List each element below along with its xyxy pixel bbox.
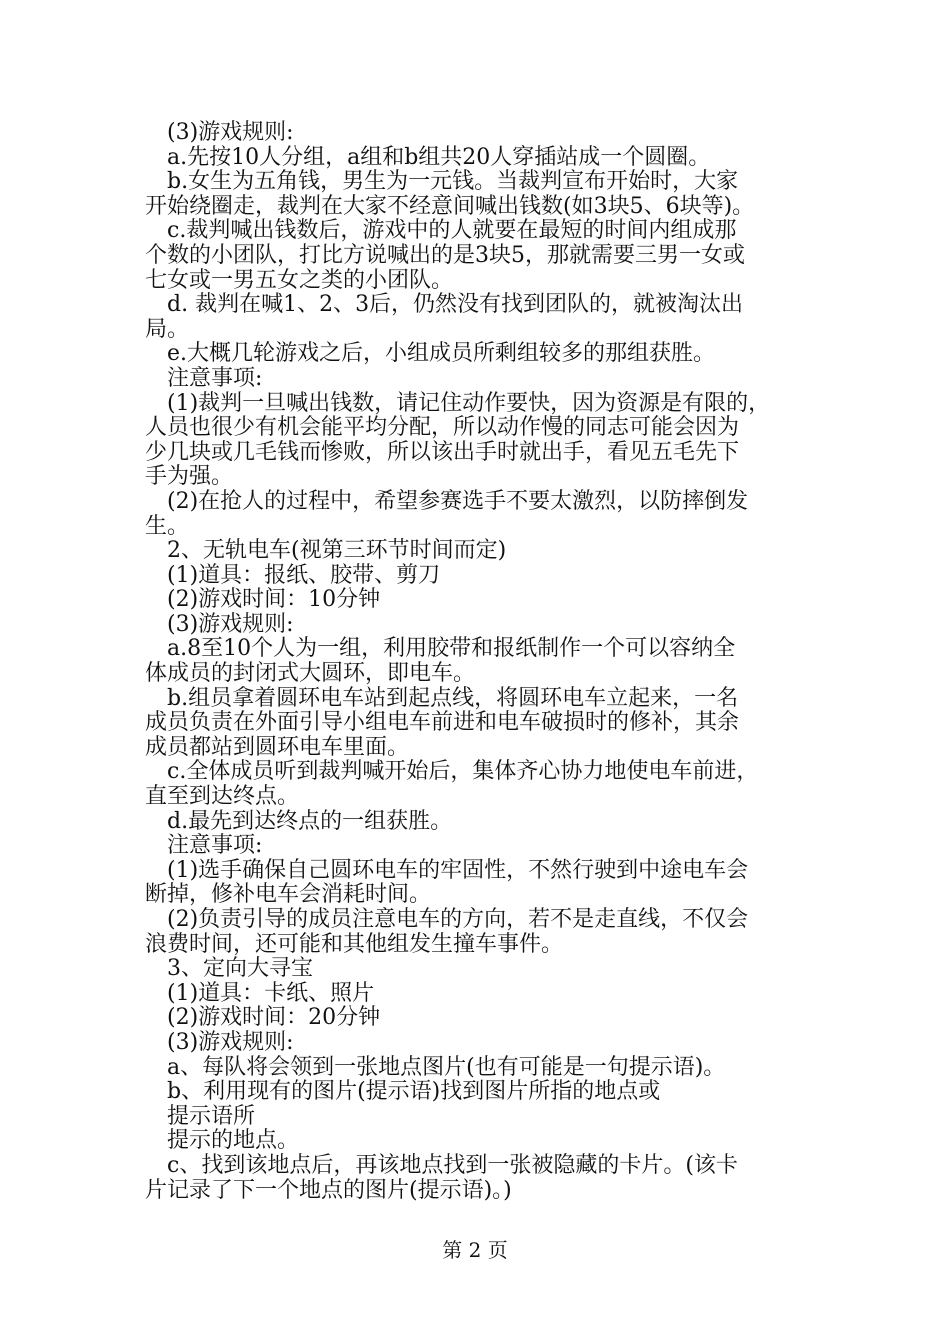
text-line: (2)游戏时间：10分钟	[167, 587, 381, 613]
text-line: e.大概几轮游戏之后，小组成员所剩组较多的那组获胜。	[167, 341, 716, 367]
text-line: b.组员拿着圆环电车站到起点线，将圆环电车立起来，一名	[167, 685, 739, 711]
text-line: a.先按10人分组，a组和b组共20人穿插站成一个圆圈。	[167, 144, 711, 170]
text-line: 提示的地点。	[167, 1128, 300, 1154]
text-line: 个数的小团队，打比方说喊出的是3块5，那就需要三男一女或	[145, 242, 745, 268]
text-line: c、找到该地点后，再该地点找到一张被隐藏的卡片。(该卡	[167, 1152, 738, 1178]
text-line: 片记录了下一个地点的图片(提示语)。)	[145, 1177, 512, 1203]
document-body	[145, 121, 820, 1203]
text-line: b.女生为五角钱，男生为一元钱。当裁判宣布开始时，大家	[167, 169, 739, 195]
text-line: c.裁判喊出钱数后，游戏中的人就要在最短的时间内组成那	[167, 218, 737, 244]
text-line: 提示语所	[167, 1103, 256, 1129]
text-line: c.全体成员听到裁判喊开始后，集体齐心协力地使电车前进，	[167, 759, 759, 785]
text-line: d. 裁判在喊1、2、3后，仍然没有找到团队的，就被淘汰出	[167, 292, 744, 318]
text-line: 注意事项:	[167, 365, 263, 391]
text-line: 2、无轨电车(视第三环节时间而定)	[167, 538, 507, 564]
text-line: (2)在抢人的过程中，希望参赛选手不要太激烈，以防摔倒发	[167, 488, 749, 514]
text-line: 手为强。	[145, 464, 234, 490]
text-line: (2)游戏时间：20分钟	[167, 1005, 381, 1031]
text-line: 成员负责在外面引导小组电车前进和电车破损时的修补，其余	[145, 710, 740, 736]
text-line: 生。	[145, 513, 190, 539]
text-line: b、利用现有的图片(提示语)找到图片所指的地点或	[167, 1079, 661, 1105]
text-line: 开始绕圈走，裁判在大家不经意间喊出钱数(如3块5、6块等)。	[145, 193, 755, 219]
text-line: 直至到达终点。	[145, 784, 300, 810]
text-line: (1)道具：卡纸、照片	[167, 980, 375, 1006]
text-line: (3)游戏规则:	[167, 1029, 294, 1055]
text-line: a、每队将会领到一张地点图片(也有可能是一句提示语)。	[167, 1054, 726, 1080]
page-number: 第 2 页	[442, 1238, 508, 1262]
text-line: 断掉，修补电车会消耗时间。	[145, 882, 432, 908]
text-line: 体成员的封闭式大圆环，即电车。	[145, 661, 476, 687]
text-line: (1)道具：报纸、胶带、剪刀	[167, 562, 441, 588]
text-line: (1)裁判一旦喊出钱数，请记住动作要快，因为资源是有限的，	[167, 390, 771, 416]
text-line: 注意事项:	[167, 833, 263, 859]
text-line: (2)负责引导的成员注意电车的方向，若不是走直线，不仅会	[167, 907, 749, 932]
text-line: (3)游戏规则:	[167, 611, 294, 637]
text-line: (1)选手确保自己圆环电车的牢固性，不然行驶到中途电车会	[167, 857, 749, 883]
text-line: 浪费时间，还可能和其他组发生撞车事件。	[145, 931, 564, 957]
text-line: 局。	[145, 316, 190, 342]
text-line: 少几块或几毛钱而惨败，所以该出手时就出手，看见五毛先下	[145, 439, 740, 465]
text-line: 成员都站到圆环电车里面。	[145, 734, 410, 760]
text-line: 七女或一男五女之类的小团队。	[145, 267, 454, 293]
text-line: (3)游戏规则:	[167, 120, 294, 145]
text-line: 人员也很少有机会能平均分配，所以动作慢的同志可能会因为	[145, 415, 740, 441]
text-line: a.8至10个人为一组，利用胶带和报纸制作一个可以容纳全	[167, 636, 736, 662]
text-line: d.最先到达终点的一组获胜。	[167, 808, 453, 834]
text-line: 3、定向大寻宝	[167, 956, 313, 982]
